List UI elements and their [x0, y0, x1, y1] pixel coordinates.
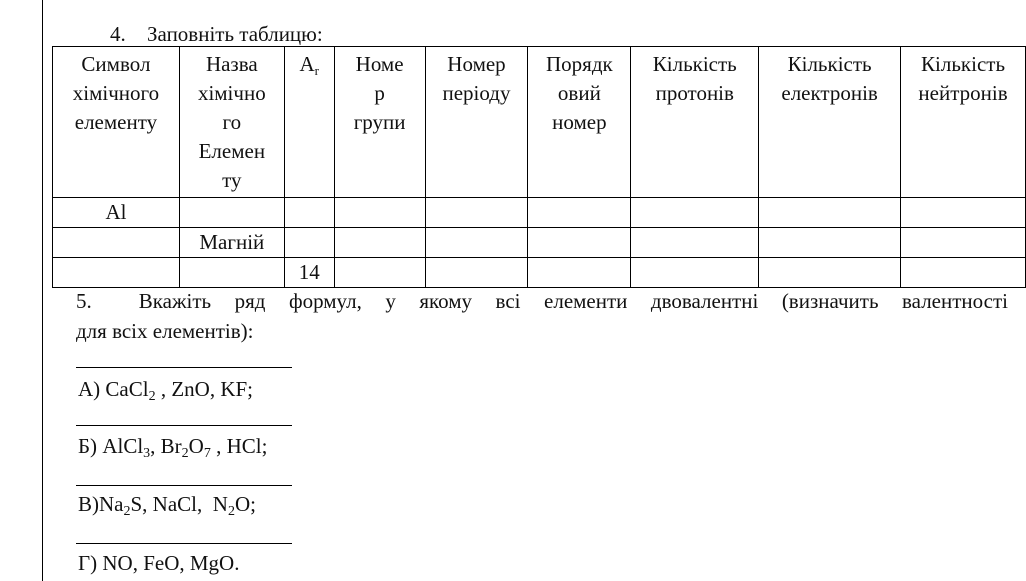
option-letter: Г): [78, 551, 98, 575]
cell-protons[interactable]: [631, 198, 759, 228]
cell-symbol[interactable]: [53, 258, 180, 288]
cell-ar[interactable]: [284, 198, 334, 228]
cell-name[interactable]: [179, 258, 284, 288]
cell-electrons[interactable]: [759, 228, 901, 258]
option-formula: AlCl$_3$, $Br_2O_7$ , HCl;: [102, 434, 268, 461]
cell-period[interactable]: [425, 198, 528, 228]
header-protons: Кількість протонів: [631, 47, 759, 198]
table-row: [53, 228, 1026, 258]
table-header-row: [53, 47, 1026, 198]
task5-number: 5.: [76, 289, 92, 313]
answer-blank-line[interactable]: [76, 367, 292, 368]
cell-ordinal[interactable]: [528, 258, 631, 288]
cell-protons[interactable]: [631, 228, 759, 258]
header-neutrons: Кількість нейтронів: [901, 47, 1026, 198]
header-ordinal: Порядк овий номер: [528, 47, 631, 198]
task4-heading: [110, 22, 323, 47]
cell-ordinal[interactable]: [528, 228, 631, 258]
option-letter: Б): [78, 434, 98, 458]
header-electrons: Кількість електронів: [759, 47, 901, 198]
cell-neutrons[interactable]: [901, 198, 1026, 228]
cell-symbol[interactable]: [53, 228, 180, 258]
task5-question-line1: [76, 286, 1008, 316]
cell-period[interactable]: [425, 228, 528, 258]
element-table: [52, 46, 1026, 288]
cell-name[interactable]: Магній: [179, 228, 284, 258]
cell-neutrons[interactable]: [901, 258, 1026, 288]
header-name: Назва хімічно го Елемен ту: [179, 47, 284, 198]
option-formula: $Na_2S$, NaCl, $N_2O$;: [99, 492, 256, 519]
option-a[interactable]: [78, 377, 253, 402]
answer-blank-line[interactable]: [76, 425, 292, 426]
cell-ordinal[interactable]: [528, 198, 631, 228]
cell-electrons[interactable]: [759, 258, 901, 288]
option-d[interactable]: [78, 551, 239, 576]
cell-name[interactable]: [179, 198, 284, 228]
cell-group[interactable]: [334, 198, 425, 228]
header-ar-subscript: r: [314, 63, 319, 78]
header-group: Номе р групи: [334, 47, 425, 198]
cell-ar[interactable]: [284, 228, 334, 258]
task4-title: Заповніть таблицю:: [147, 22, 323, 46]
page-left-border: [42, 0, 43, 581]
answer-blank-line[interactable]: [76, 543, 292, 544]
task5-text-line2: для всіх елементів):: [76, 319, 254, 343]
header-ar: $A_r$: [284, 47, 334, 198]
cell-electrons[interactable]: [759, 198, 901, 228]
option-c[interactable]: [78, 492, 256, 517]
option-b[interactable]: [78, 434, 267, 459]
option-formula: NO, FeO, MgO.: [102, 551, 240, 575]
option-letter: А): [78, 377, 101, 401]
cell-group[interactable]: [334, 258, 425, 288]
option-formula: CaCl$_2$ , ZnO, KF;: [105, 377, 254, 404]
cell-neutrons[interactable]: [901, 228, 1026, 258]
table-row: [53, 258, 1026, 288]
cell-group[interactable]: [334, 228, 425, 258]
answer-blank-line[interactable]: [76, 485, 292, 486]
option-letter: В): [78, 492, 99, 516]
cell-period[interactable]: [425, 258, 528, 288]
table-row: [53, 198, 1026, 228]
task5-text-line1: Вкажіть ряд формул, у якому всі елементи двовалентні (визначить валентності: [138, 289, 1008, 313]
cell-symbol[interactable]: Al: [53, 198, 180, 228]
header-symbol: Символ хімічного елементу: [53, 47, 180, 198]
cell-protons[interactable]: [631, 258, 759, 288]
task4-number: 4.: [110, 22, 126, 46]
header-period: Номер періоду: [425, 47, 528, 198]
cell-ar[interactable]: 14: [284, 258, 334, 288]
